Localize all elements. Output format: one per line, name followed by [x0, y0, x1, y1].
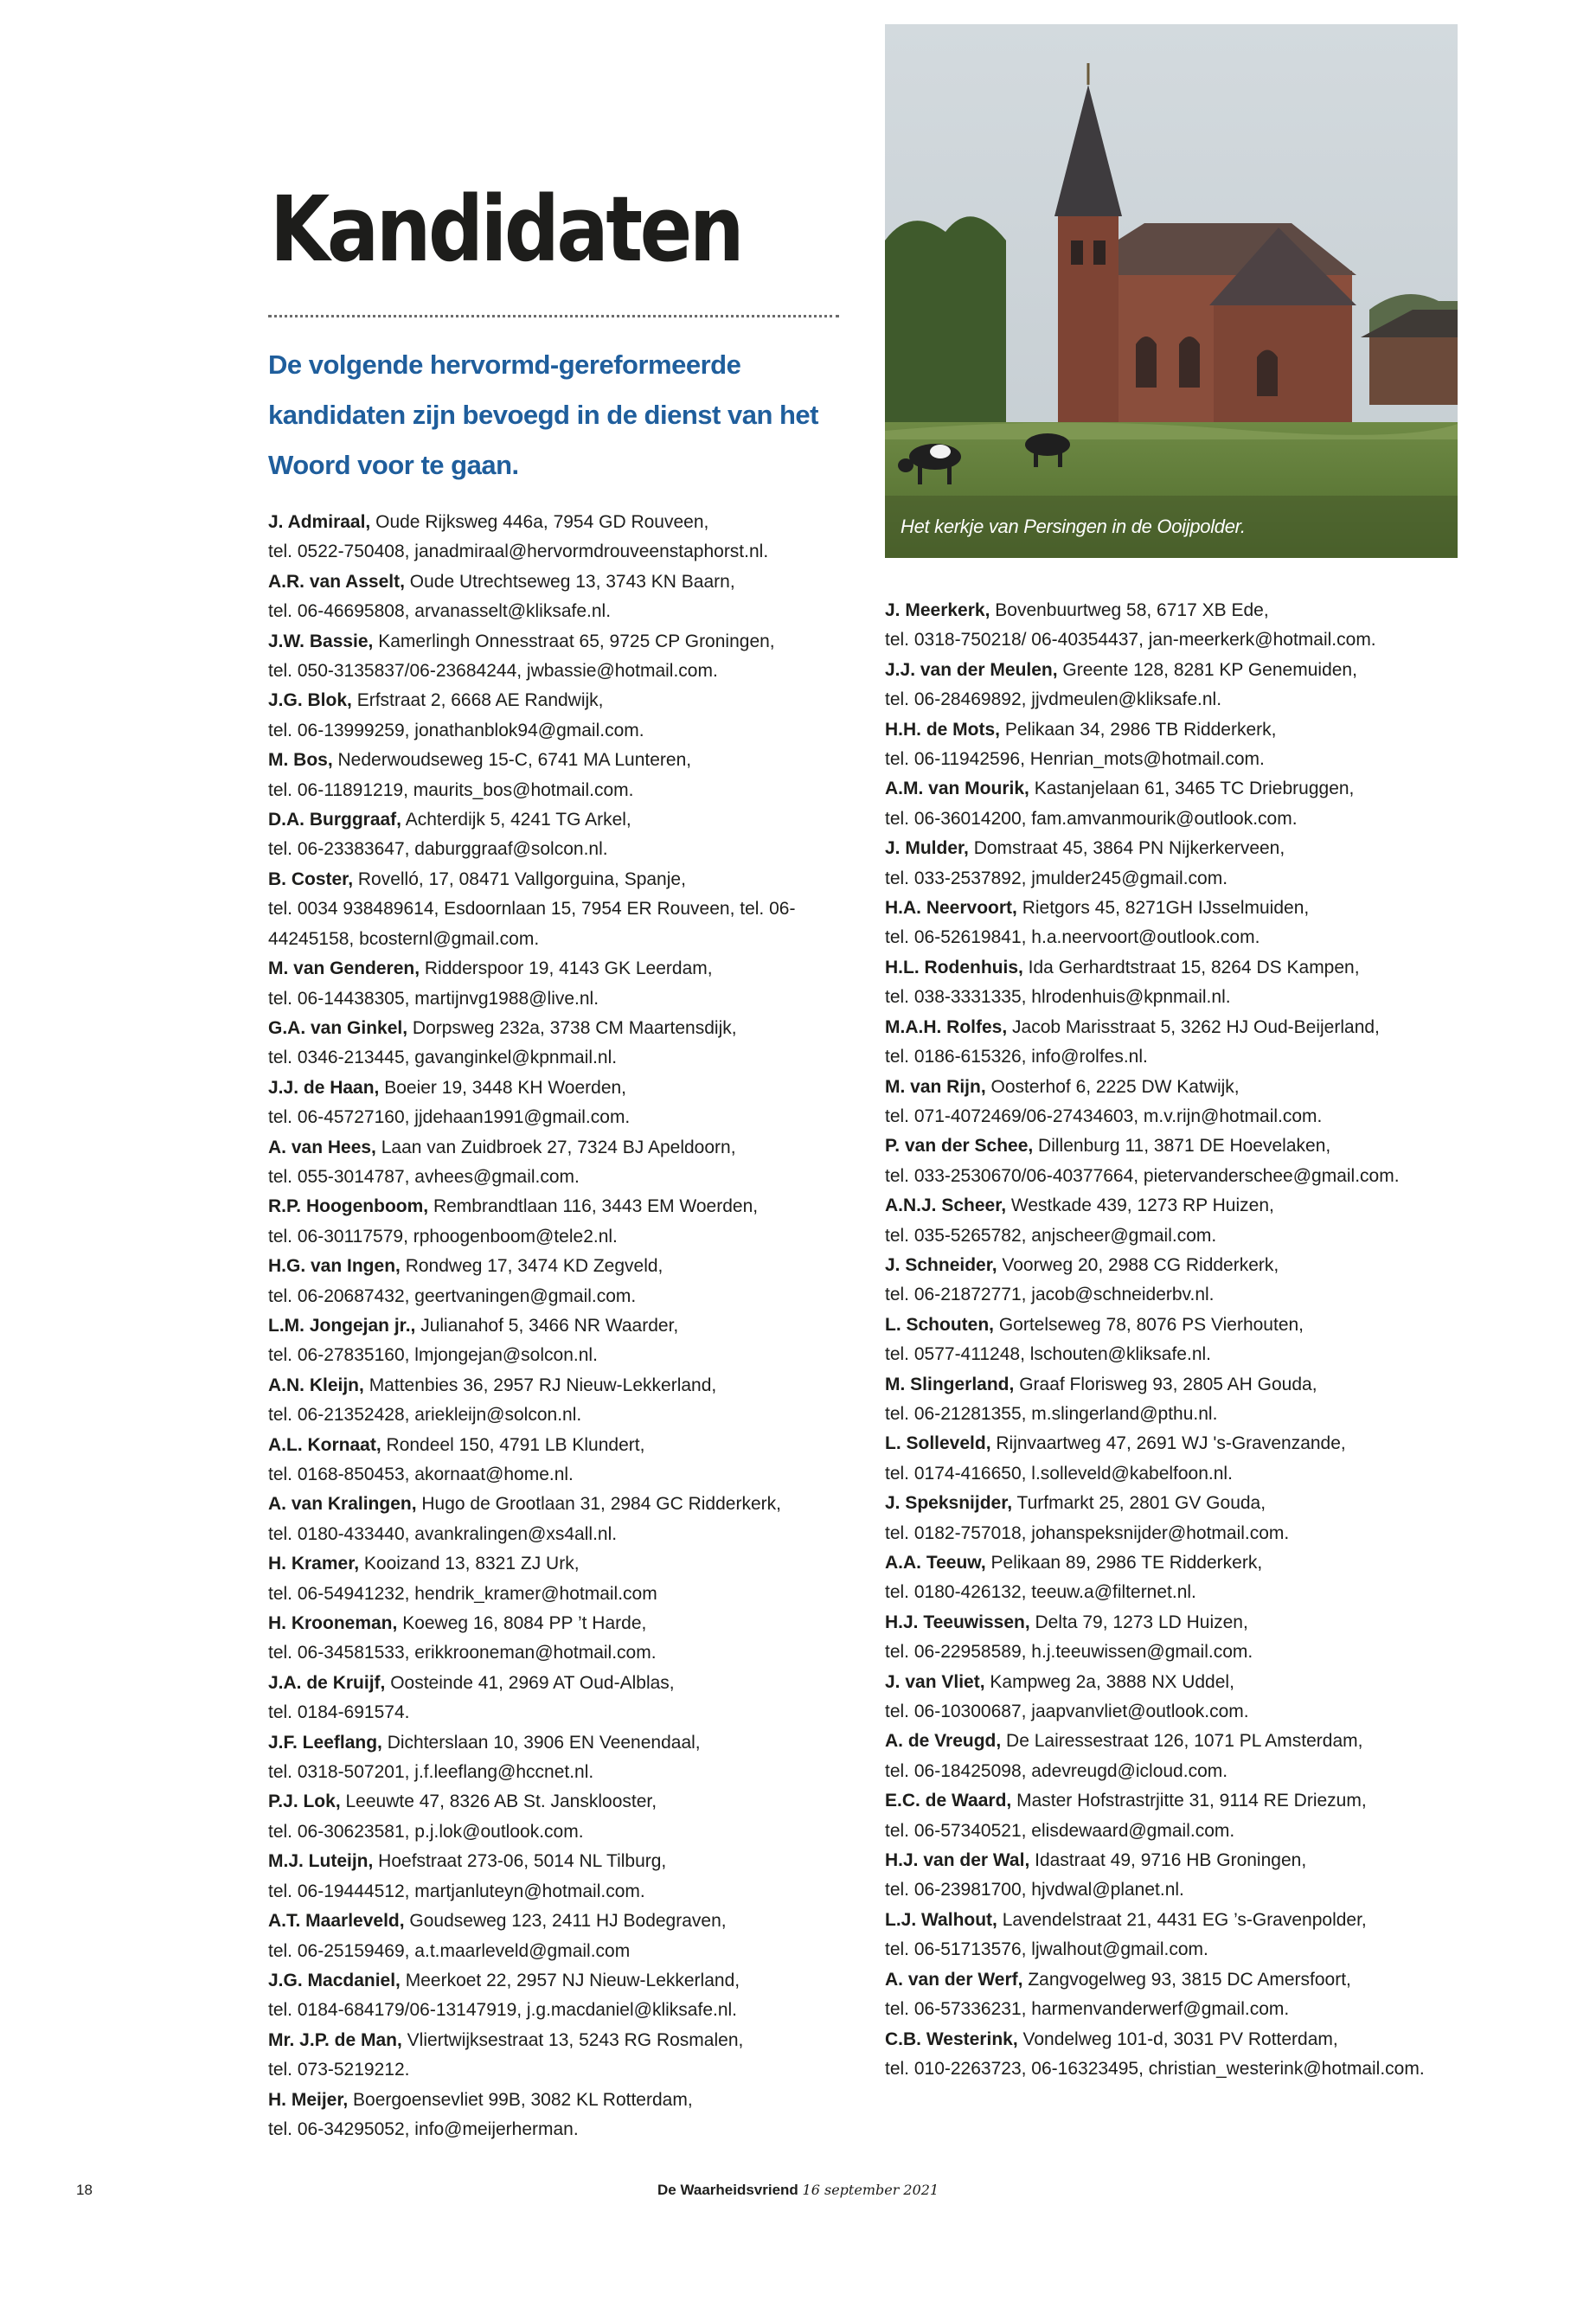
candidate-entry [885, 715, 1490, 775]
candidate-entry [885, 596, 1490, 656]
candidate-address: Hoefstraat 273-06, 5014 NL Tilburg, [373, 1851, 667, 1872]
candidate-name: L.M. Jongejan jr., [268, 1315, 416, 1336]
candidate-entry [268, 1192, 874, 1252]
candidate-name: L. Solleveld, [885, 1433, 991, 1454]
candidate-contact: tel. 06-19444512, martjanluteyn@hotmail.com. [268, 1881, 645, 1901]
candidate-name: A.A. Teeuw, [885, 1553, 986, 1573]
candidate-contact: tel. 06-13999259, jonathanblok94@gmail.com. [268, 720, 644, 740]
candidate-contact: tel. 06-22958589, h.j.teeuwissen@gmail.com. [885, 1642, 1253, 1663]
candidate-entry [885, 1073, 1490, 1132]
candidate-address: Pelikaan 34, 2986 TB Ridderkerk, [1000, 719, 1277, 740]
candidate-entry [885, 1608, 1490, 1668]
candidate-address: Kampweg 2a, 3888 NX Uddel, [984, 1671, 1234, 1692]
candidate-address: Boergoensevliet 99B, 3082 KL Rotterdam, [348, 2089, 693, 2110]
candidate-name: H.L. Rodenhuis, [885, 957, 1023, 977]
candidate-entry [268, 1966, 874, 2026]
candidate-contact: tel. 06-57336231, harmenvanderwerf@gmail.com. [885, 1999, 1290, 2020]
publication-footer [657, 2182, 939, 2199]
candidate-name: J.F. Leeflang, [268, 1732, 382, 1753]
page-title: Kandidaten [270, 176, 742, 282]
candidate-name: J. Meerkerk, [885, 600, 990, 620]
candidate-address: Voorweg 20, 2988 CG Ridderkerk, [997, 1254, 1279, 1275]
candidate-contact: tel. 0182-757018, johanspeksnijder@hotmail.com. [885, 1522, 1290, 1543]
candidate-address: Delta 79, 1273 LD Huizen, [1029, 1612, 1248, 1632]
candidate-address: Dillenburg 11, 3871 DE Hoevelaken, [1033, 1136, 1331, 1157]
candidate-address: Ridderspoor 19, 4143 GK Leerdam, [420, 958, 713, 979]
candidate-name: A. van der Werf, [885, 1969, 1023, 1990]
candidate-address: Rovelló, 17, 08471 Vallgorguina, Spanje, [353, 868, 686, 889]
candidate-contact: tel. 0184-684179/06-13147919, j.g.macdaniel@kliksafe.nl. [268, 2000, 738, 2021]
candidate-entry [268, 627, 874, 687]
candidate-entry [268, 1074, 874, 1133]
candidate-address: Leeuwte 47, 8326 AB St. Jansklooster, [340, 1791, 657, 1812]
candidate-name: C.B. Westerink, [885, 2029, 1018, 2049]
candidate-entry [885, 774, 1490, 834]
candidate-name: G.A. van Ginkel, [268, 1017, 408, 1038]
candidate-name: M.J. Luteijn, [268, 1851, 374, 1872]
candidate-contact: tel. 0318-750218/ 06-40354437, jan-meerkerk@hotmail.com. [885, 630, 1376, 651]
candidate-contact: tel. 06-51713576, ljwalhout@gmail.com. [885, 1939, 1208, 1960]
candidates-right-column [885, 596, 1490, 2084]
candidate-entry [885, 1548, 1490, 1608]
candidate-entry [268, 1549, 874, 1609]
candidate-name: A.R. van Asselt, [268, 571, 405, 592]
candidate-address: Westkade 439, 1273 RP Huizen, [1006, 1195, 1274, 1216]
candidate-entry [885, 656, 1490, 715]
candidate-entry [885, 1906, 1490, 1965]
candidate-address: Boeier 19, 3448 KH Woerden, [379, 1077, 627, 1098]
candidate-address: Kastanjelaan 61, 3465 TC Driebruggen, [1029, 779, 1355, 799]
candidate-contact: tel. 06-46695808, arvanasselt@kliksafe.nl. [268, 601, 612, 622]
candidate-contact: tel. 06-36014200, fam.amvanmourik@outlook.com. [885, 808, 1298, 829]
candidate-address: Mattenbies 36, 2957 RJ Nieuw-Lekkerland, [363, 1375, 717, 1395]
candidate-name: P. van der Schee, [885, 1136, 1034, 1157]
candidate-name: E.C. de Waard, [885, 1791, 1012, 1811]
candidate-entry [885, 1846, 1490, 1906]
candidate-address: Hugo de Grootlaan 31, 2984 GC Ridderkerk, [416, 1494, 781, 1515]
candidate-entry [268, 1787, 874, 1847]
candidate-contact: tel. 06-25159469, a.t.maarleveld@gmail.com [268, 1940, 631, 1961]
candidate-entry [268, 954, 874, 1014]
candidate-name: H. Meijer, [268, 2089, 349, 2110]
candidate-contact: tel. 035-5265782, anjscheer@gmail.com. [885, 1225, 1217, 1246]
candidate-name: A. van Kralingen, [268, 1494, 417, 1515]
candidate-entry [885, 2025, 1490, 2085]
candidate-contact: tel. 06-21872771, jacob@schneiderbv.nl. [885, 1285, 1215, 1305]
candidate-address: Kooizand 13, 8321 ZJ Urk, [359, 1554, 580, 1574]
candidate-contact: tel. 06-52619841, h.a.neervoort@outlook.com. [885, 927, 1260, 948]
candidate-contact: tel. 06-30623581, p.j.lok@outlook.com. [268, 1821, 584, 1842]
candidate-contact: tel. 055-3014787, avhees@gmail.com. [268, 1166, 580, 1187]
candidate-contact: tel. 06-27835160, lmjongejan@solcon.nl. [268, 1345, 598, 1366]
candidate-entry [268, 1014, 874, 1074]
candidate-contact: tel. 06-21281355, m.slingerland@pthu.nl. [885, 1403, 1218, 1424]
candidate-contact: tel. 06-23383647, daburggraaf@solcon.nl. [268, 839, 608, 860]
candidate-name: P.J. Lok, [268, 1791, 341, 1812]
candidate-entry [885, 1727, 1490, 1786]
candidate-address: Pelikaan 89, 2986 TE Ridderkerk, [985, 1553, 1263, 1573]
candidate-address: Oude Rijksweg 446a, 7954 GD Rouveen, [370, 512, 709, 532]
candidate-name: H.J. van der Wal, [885, 1850, 1030, 1871]
candidate-contact: tel. 073-5219212. [268, 2060, 410, 2080]
candidate-entry [268, 1847, 874, 1907]
candidate-entry [268, 686, 874, 746]
candidate-address: Gortelseweg 78, 8076 PS Vierhouten, [994, 1314, 1304, 1335]
candidate-contact: tel. 06-20687432, geertvaningen@gmail.com. [268, 1285, 637, 1306]
candidate-name: H.G. van Ingen, [268, 1256, 401, 1277]
candidate-contact: tel. 0522-750408, janadmiraal@hervormdrouveenstaphorst.nl. [268, 542, 769, 562]
candidate-name: L.J. Walhout, [885, 1909, 997, 1930]
candidate-name: J.G. Blok, [268, 690, 352, 711]
candidate-entry [268, 2086, 874, 2145]
candidate-address: Idastraat 49, 9716 HB Groningen, [1029, 1850, 1307, 1871]
candidates-left-column [268, 508, 874, 2144]
candidate-entry [885, 1191, 1490, 1251]
candidate-name: J.J. de Haan, [268, 1077, 380, 1098]
candidate-entry [885, 834, 1490, 894]
candidate-address: Jacob Marisstraat 5, 3262 HJ Oud-Beijerland, [1007, 1016, 1380, 1037]
candidate-name: J.G. Macdaniel, [268, 1970, 401, 1990]
candidate-contact: tel. 050-3135837/06-23684244, jwbassie@hotmail.com. [268, 661, 718, 682]
candidate-address: Rietgors 45, 8271GH IJsselmuiden, [1016, 898, 1310, 919]
candidate-address: Julianahof 5, 3466 NR Waarder, [415, 1315, 679, 1336]
candidate-entry [268, 1371, 874, 1431]
candidate-name: H.J. Teeuwissen, [885, 1612, 1030, 1632]
candidate-entry [268, 1609, 874, 1669]
candidate-address: Ida Gerhardtstraat 15, 8264 DS Kampen, [1022, 957, 1360, 977]
candidate-name: H. Krooneman, [268, 1613, 398, 1634]
candidate-contact: tel. 0577-411248, lschouten@kliksafe.nl. [885, 1344, 1211, 1365]
candidate-address: Graaf Florisweg 93, 2805 AH Gouda, [1014, 1374, 1317, 1394]
candidate-entry [885, 1429, 1490, 1489]
candidate-address: Erfstraat 2, 6668 AE Randwijk, [351, 690, 604, 711]
intro-text: De volgende hervormd-gereformeerde kandidaten zijn bevoegd in de dienst van het Woord voor te gaan. [268, 349, 818, 480]
candidate-contact: tel. 06-21352428, ariekleijn@solcon.nl. [268, 1405, 582, 1426]
candidate-name: J.W. Bassie, [268, 631, 374, 651]
candidate-entry [268, 1907, 874, 1966]
candidate-contact: tel. 06-34581533, erikkrooneman@hotmail.com. [268, 1643, 657, 1663]
candidate-address: Rondweg 17, 3474 KD Zegveld, [400, 1256, 663, 1277]
church-illustration [885, 24, 1458, 558]
candidate-entry [268, 1311, 874, 1371]
candidate-entry [268, 1431, 874, 1490]
candidate-name: J. Speksnijder, [885, 1493, 1013, 1514]
candidate-name: H.A. Neervoort, [885, 898, 1017, 919]
candidate-entry [885, 1311, 1490, 1370]
candidate-contact: tel. 0186-615326, info@rolfes.nl. [885, 1047, 1148, 1067]
candidate-contact: tel. 06-23981700, hjvdwal@planet.nl. [885, 1880, 1184, 1900]
candidate-name: M. Bos, [268, 750, 333, 771]
candidate-entry [885, 1965, 1490, 2025]
candidate-address: Rondeel 150, 4791 LB Klundert, [381, 1434, 645, 1455]
candidate-address: Oosteinde 41, 2969 AT Oud-Alblas, [385, 1672, 675, 1693]
candidate-contact: tel. 06-57340521, elisdewaard@gmail.com. [885, 1820, 1235, 1841]
candidate-address: Lavendelstraat 21, 4431 EG ’s-Gravenpolder, [997, 1909, 1367, 1930]
candidate-address: Rembrandtlaan 116, 3443 EM Woerden, [428, 1196, 759, 1217]
candidate-contact: tel. 06-14438305, martijnvg1988@live.nl. [268, 988, 599, 1009]
candidate-address: Meerkoet 22, 2957 NJ Nieuw-Lekkerland, [400, 1970, 740, 1990]
candidate-name: A.T. Maarleveld, [268, 1911, 405, 1932]
candidate-name: H. Kramer, [268, 1554, 360, 1574]
candidate-name: Mr. J.P. de Man, [268, 2029, 402, 2050]
candidate-address: De Lairessestraat 126, 1071 PL Amsterdam, [1001, 1731, 1363, 1752]
candidate-contact: tel. 0168-850453, akornaat@home.nl. [268, 1465, 574, 1484]
candidate-name: J.A. de Kruijf, [268, 1672, 386, 1693]
candidate-address: Achterdijk 5, 4241 TG Arkel, [401, 810, 631, 830]
candidate-entry [268, 1669, 874, 1728]
candidate-contact: tel. 071-4072469/06-27434603, m.v.rijn@hotmail.com. [885, 1106, 1323, 1126]
candidate-address: Kamerlingh Onnesstraat 65, 9725 CP Groningen, [373, 631, 775, 651]
candidate-address: Rijnvaartweg 47, 2691 WJ 's-Gravenzande, [990, 1433, 1346, 1454]
candidate-name: B. Coster, [268, 868, 354, 889]
candidate-entry [885, 1370, 1490, 1430]
candidate-contact: tel. 06-30117579, rphoogenboom@tele2.nl. [268, 1226, 618, 1247]
candidate-contact: tel. 0180-433440, avankralingen@xs4all.nl. [268, 1523, 618, 1544]
candidate-entry [268, 567, 874, 627]
candidate-entry [885, 894, 1490, 953]
candidate-name: J. Admiraal, [268, 512, 371, 532]
candidate-name: L. Schouten, [885, 1314, 994, 1335]
candidate-address: Dorpsweg 232a, 3738 CM Maartensdijk, [407, 1017, 737, 1038]
candidate-contact: tel. 033-2537892, jmulder245@gmail.com. [885, 868, 1228, 888]
candidate-name: D.A. Burggraaf, [268, 810, 402, 830]
candidate-entry [268, 1728, 874, 1788]
candidate-entry [885, 1786, 1490, 1846]
candidate-name: J. van Vliet, [885, 1671, 985, 1692]
candidate-entry [268, 865, 874, 954]
candidate-address: Dichterslaan 10, 3906 EN Veenendaal, [381, 1732, 701, 1753]
candidate-contact: tel. 06-54941232, hendrik_kramer@hotmail.com [268, 1583, 657, 1604]
candidate-entry [885, 1489, 1490, 1548]
candidate-address: Koeweg 16, 8084 PP ’t Harde, [397, 1613, 647, 1634]
candidate-contact: tel. 0184-691574. [268, 1702, 410, 1723]
candidate-name: A.M. van Mourik, [885, 779, 1029, 799]
candidate-contact: tel. 038-3331335, hlrodenhuis@kpnmail.nl. [885, 987, 1231, 1008]
candidate-contact: tel. 0180-426132, teeuw.a@filternet.nl. [885, 1582, 1196, 1603]
candidate-contact: tel. 06-18425098, adevreugd@icloud.com. [885, 1760, 1228, 1781]
church-photo [885, 24, 1458, 558]
candidate-name: R.P. Hoogenboom, [268, 1196, 429, 1217]
candidate-contact: tel. 06-11942596, Henrian_mots@hotmail.com. [885, 749, 1265, 770]
candidate-name: A. van Hees, [268, 1137, 376, 1157]
candidate-contact: tel. 06-34295052, info@meijerherman. [268, 2118, 579, 2139]
candidate-contact: tel. 0034 938489614, Esdoornlaan 15, 7954 ER Rouveen, tel. 06-44245158, bcosternl@gmail.com. [268, 899, 796, 949]
candidate-entry [885, 1013, 1490, 1073]
candidate-contact: tel. 0346-213445, gavanginkel@kpnmail.nl. [268, 1048, 618, 1068]
candidate-address: Goudseweg 123, 2411 HJ Bodegraven, [404, 1911, 727, 1932]
candidate-entry [885, 1131, 1490, 1191]
publication-date: 16 september 2021 [802, 2182, 939, 2198]
candidate-contact: tel. 06-10300687, jaapvanvliet@outlook.com. [885, 1702, 1249, 1722]
page-number: 18 [76, 2182, 93, 2198]
candidate-name: A. de Vreugd, [885, 1731, 1002, 1752]
candidate-entry [268, 2026, 874, 2086]
candidate-address: Vondelweg 101-d, 3031 PV Rotterdam, [1017, 2029, 1338, 2049]
candidate-entry [268, 746, 874, 805]
candidate-entry [268, 1490, 874, 1549]
candidate-contact: tel. 0318-507201, j.f.leeflang@hccnet.nl. [268, 1762, 594, 1783]
candidate-entry [268, 1133, 874, 1193]
candidate-address: Bovenbuurtweg 58, 6717 XB Ede, [990, 600, 1269, 620]
candidate-address: Laan van Zuidbroek 27, 7324 BJ Apeldoorn, [375, 1137, 736, 1157]
title-divider [268, 315, 839, 317]
publication-name: De Waarheidsvriend [657, 2182, 798, 2198]
candidate-address: Master Hofstrastrjitte 31, 9114 RE Driezum, [1011, 1791, 1367, 1811]
candidate-address: Oude Utrechtseweg 13, 3743 KN Baarn, [404, 571, 735, 592]
candidate-entry [268, 805, 874, 865]
candidate-contact: tel. 033-2530670/06-40377664, pietervanderschee@gmail.com. [885, 1165, 1400, 1186]
candidate-entry [885, 953, 1490, 1013]
candidate-name: J. Mulder, [885, 838, 969, 859]
candidate-entry [885, 1668, 1490, 1727]
candidate-name: M. van Genderen, [268, 958, 420, 979]
candidate-name: M.A.H. Rolfes, [885, 1016, 1008, 1037]
candidate-name: H.H. de Mots, [885, 719, 1001, 740]
candidate-name: J.J. van der Meulen, [885, 659, 1058, 680]
candidate-name: M. van Rijn, [885, 1076, 986, 1097]
candidate-address: Turfmarkt 25, 2801 GV Gouda, [1012, 1493, 1266, 1514]
candidate-address: Vliertwijksestraat 13, 5243 RG Rosmalen, [401, 2029, 744, 2050]
candidate-name: A.N. Kleijn, [268, 1375, 364, 1395]
candidate-address: Domstraat 45, 3864 PN Nijkerkerveen, [968, 838, 1285, 859]
candidate-contact: tel. 06-45727160, jjdehaan1991@gmail.com. [268, 1107, 631, 1128]
candidate-address: Nederwoudseweg 15-C, 6741 MA Lunteren, [332, 750, 692, 771]
candidate-name: A.N.J. Scheer, [885, 1195, 1007, 1216]
photo-caption: Het kerkje van Persingen in de Ooijpolder. [901, 516, 1246, 537]
candidate-contact: tel. 0174-416650, l.solleveld@kabelfoon.nl. [885, 1463, 1233, 1484]
candidate-entry [268, 508, 874, 567]
candidate-name: A.L. Kornaat, [268, 1434, 381, 1455]
candidate-name: J. Schneider, [885, 1254, 997, 1275]
candidate-address: Greente 128, 8281 KP Genemuiden, [1057, 659, 1357, 680]
candidate-contact: tel. 06-28469892, jjvdmeulen@kliksafe.nl. [885, 689, 1222, 710]
candidate-contact: tel. 010-2263723, 06-16323495, christian_westerink@hotmail.com. [885, 2058, 1425, 2079]
candidate-address: Oosterhof 6, 2225 DW Katwijk, [985, 1076, 1240, 1097]
candidate-name: M. Slingerland, [885, 1374, 1015, 1394]
candidate-contact: tel. 06-11891219, maurits_bos@hotmail.com. [268, 779, 634, 800]
candidate-entry [268, 1252, 874, 1311]
candidate-entry [885, 1251, 1490, 1311]
candidate-address: Zangvogelweg 93, 3815 DC Amersfoort, [1022, 1969, 1351, 1990]
